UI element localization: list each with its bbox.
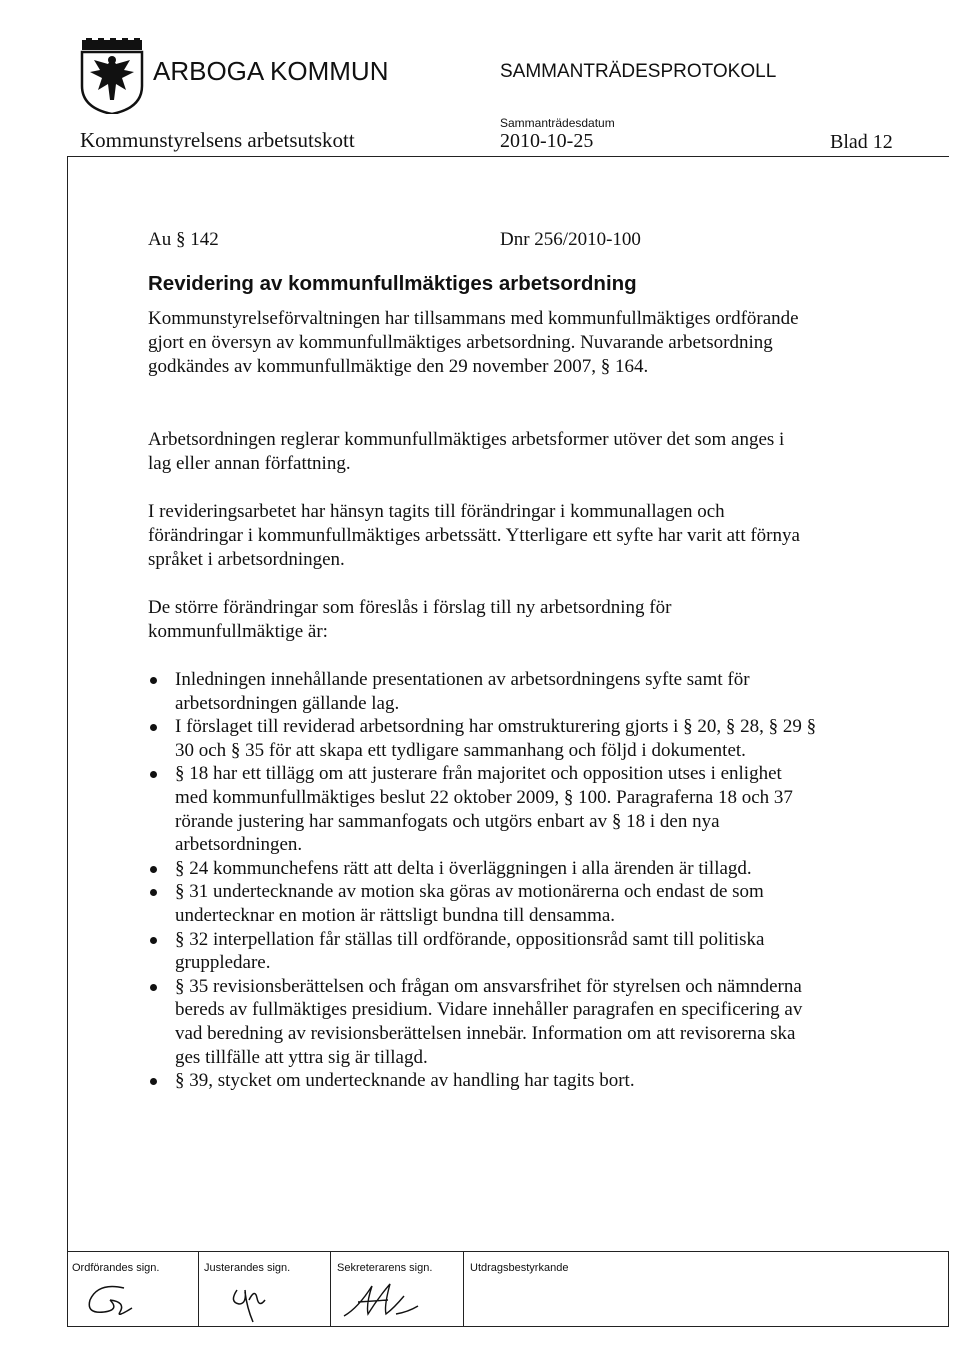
secretary-signature-label: Sekreterarens sign.	[337, 1262, 433, 1274]
list-item: § 18 har ett tillägg om att justerare från majoritet och opposition utses i enlighet med kommunfullmäktiges beslut 22 oktober 2009, § 100. Paragraferna 18 och 37 rörande justering har sammanfogats och utgörs enbart av § 18 i den nya arbetsordningen.	[148, 762, 818, 856]
adjuster-signature-label: Justerandes sign.	[204, 1262, 291, 1274]
org-name: ARBOGA KOMMUN	[153, 56, 389, 86]
extract-certification-label: Utdragsbestyrkande	[470, 1262, 569, 1274]
chair-signature-label: Ordförandes sign.	[72, 1262, 160, 1274]
bullet-icon	[150, 866, 157, 873]
footer-divider	[463, 1251, 464, 1326]
bullet-icon	[150, 1078, 157, 1085]
footer-divider	[198, 1251, 199, 1326]
bullet-icon	[150, 984, 157, 991]
bullet-icon	[150, 771, 157, 778]
paragraph-3: I revideringsarbetet har hänsyn tagits till förändringar i kommunallagen och förändringar i kommunfullmäktiges arbetssätt. Ytterligare ett syfte har varit att förnya språket i arbetsordningen.	[148, 501, 800, 570]
footer-right-rule	[948, 1251, 949, 1326]
registration-number: Dnr 256/2010-100	[500, 229, 641, 250]
document-type: SAMMANTRÄDESPROTOKOLL	[500, 61, 777, 82]
list-item: § 39, stycket om undertecknande av handling har tagits bort.	[148, 1069, 818, 1093]
paragraph-2: Arbetsordningen reglerar kommunfullmäktiges arbetsformer utöver det som anges i lag eller annan författning.	[148, 429, 785, 474]
frame-left-rule	[67, 156, 68, 1252]
footer-left-rule	[67, 1251, 68, 1326]
bullet-icon	[150, 889, 157, 896]
footer-divider	[330, 1251, 331, 1326]
committee-name: Kommunstyrelsens arbetsutskott	[80, 128, 355, 152]
list-item: Inledningen innehållande presentationen av arbetsordningens syfte samt för arbetsordningen gällande lag.	[148, 668, 818, 715]
change-list	[148, 668, 818, 1093]
chair-signature-icon	[80, 1278, 160, 1327]
adjuster-signature-icon	[225, 1278, 285, 1333]
bullet-icon	[150, 724, 157, 731]
bullet-icon	[150, 677, 157, 684]
bullet-icon	[150, 937, 157, 944]
arboga-coat-of-arms-icon	[80, 38, 144, 114]
footer-top-rule	[67, 1251, 949, 1252]
meeting-date-label: Sammanträdesdatum	[500, 116, 615, 130]
list-item: § 32 interpellation får ställas till ordförande, oppositionsråd samt till politiska gruppledare.	[148, 928, 818, 975]
secretary-signature-icon	[338, 1278, 428, 1327]
section-heading: Revidering av kommunfullmäktiges arbetsordning	[148, 272, 637, 295]
list-item: § 35 revisionsberättelsen och frågan om ansvarsfrihet för styrelsen och nämnderna bereds av fullmäktiges presidium. Vidare innehåller paragrafen en specificering av vad beredning av revisionsberättelsen innebär. Information om att revisorerna ska ges tillfälle att yttra sig är tillagd.	[148, 975, 818, 1069]
meeting-date: 2010-10-25	[500, 130, 594, 152]
page-number: Blad 12	[830, 131, 893, 153]
paragraph-1: Kommunstyrelseförvaltningen har tillsammans med kommunfullmäktiges ordförande gjort en översyn av kommunfullmäktiges arbetsordning. Nuvarande arbetsordning godkändes av kommunfullmäktige den 29 november 2007, § 164.	[148, 308, 799, 377]
footer-bottom-rule	[67, 1326, 949, 1327]
paragraph-4: De större förändringar som föreslås i förslag till ny arbetsordning för kommunfullmäktige är:	[148, 597, 672, 642]
list-item: § 24 kommunchefens rätt att delta i överläggningen i alla ärenden är tillagd.	[148, 857, 818, 881]
frame-top-rule	[67, 156, 949, 157]
section-number: Au § 142	[148, 229, 219, 250]
list-item: § 31 undertecknande av motion ska göras av motionärerna och endast de som undertecknar en motion är rättsligt bundna till densamma.	[148, 880, 818, 927]
list-item: I förslaget till reviderad arbetsordning har omstrukturering gjorts i § 20, § 28, § 29 § 30 och § 35 för att skapa ett tydligare sammanhang och följd i dokumentet.	[148, 715, 818, 762]
